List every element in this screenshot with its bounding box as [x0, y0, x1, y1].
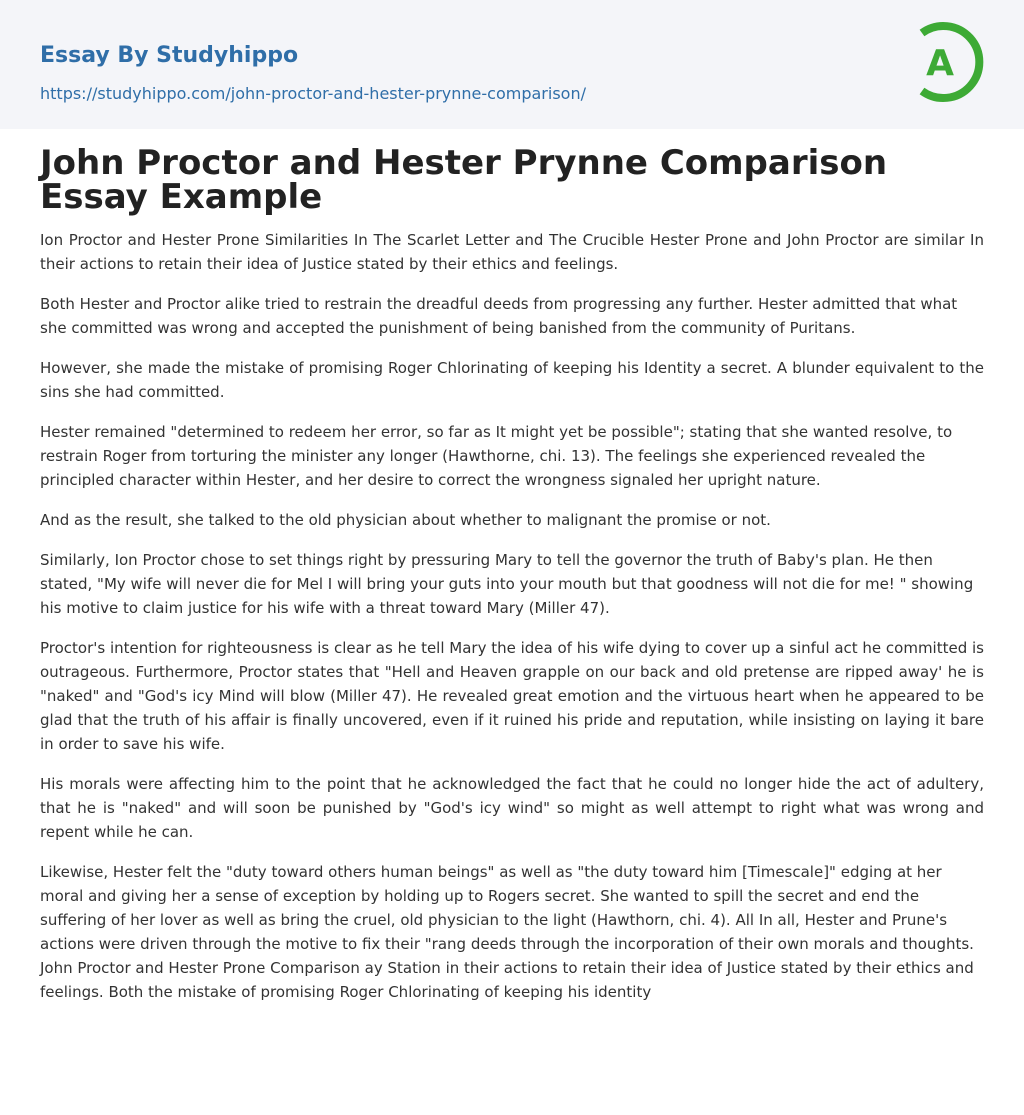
page-title: John Proctor and Hester Prynne Comparison Essay Example: [40, 143, 888, 217]
site-title[interactable]: Essay By Studyhippo: [40, 43, 299, 68]
paragraph-2: Both Hester and Proctor alike tried to restrain the dreadful deeds from progressing any further. Hester admitted that what she committed was wrong and accepted the punishment of being banished from the community of Puritans.: [40, 295, 958, 337]
paragraph-9: Likewise, Hester felt the "duty toward others human beings" as well as "the duty toward him [Timescale]" edging at her moral and giving her a sense of exception by holding up to Rogers secret. She wanted to spill the secret and end the suffering of her lover as well as bring the cruel, old physician to the light (Hawthorn, chi. 4). All In all, Hester and Prune's actions were driven through the motive to fix their "rang deeds through the incorporation of their own morals and thoughts. John Proctor and Hester Prone Comparison ay Station in their actions to retain their idea of Justice stated by their ethics and feelings. Both the mistake of promising Roger Chlorinating of keeping his identity: [40, 863, 974, 1001]
paragraph-6: Similarly, Ion Proctor chose to set things right by pressuring Mary to tell the governor the truth of Baby's plan. He then stated, "My wife will never die for Mel I will bring your guts into your mouth but that goodness will not die for me! " showing his motive to claim justice for his wife with a threat toward Mary (Miller 47).: [40, 551, 974, 617]
site-header: [0, 0, 1024, 129]
paragraph-8: His morals were affecting him to the point that he acknowledged the fact that he could no longer hide the act of adultery, that he is "naked" and will soon be punished by "God's icy wind" so might as well attempt to right what was wrong and repent while he can.: [40, 775, 984, 841]
article: [40, 143, 984, 1020]
paragraph-4: Hester remained "determined to redeem her error, so far as It might yet be possible"; stating that she wanted resolve, to restrain Roger from torturing the minister any longer (Hawthorne, chi. 13). The feelings she experienced revealed the principled character within Hester, and her desire to correct the wrongness signaled her upright nature.: [40, 423, 953, 489]
paragraph-5: And as the result, she talked to the old physician about whether to malignant the promise or not.: [40, 511, 771, 529]
paragraph-1: Ion Proctor and Hester Prone Similarities In The Scarlet Letter and The Crucible Hester Prone and John Proctor are similar In their actions to retain their idea of Justice stated by their ethics and feelings.: [40, 231, 984, 273]
studyhippo-logo-icon[interactable]: [912, 18, 988, 106]
source-url-link[interactable]: https://studyhippo.com/john-proctor-and-hester-prynne-comparison/: [40, 84, 586, 103]
logo-letter: A: [926, 43, 954, 84]
paragraph-7: Proctor's intention for righteousness is clear as he tell Mary the idea of his wife dying to cover up a sinful act he committed is outrageous. Furthermore, Proctor states that "Hell and Heaven grapple on our back and old pretense are ripped away' he is "naked" and "God's icy Mind will blow (Miller 47). He revealed great emotion and the virtuous heart when he appeared to be glad that the truth of his affair is finally uncovered, even if it ruined his pride and reputation, while insisting on laying it bare in order to save his wife.: [40, 639, 984, 753]
paragraph-3: However, she made the mistake of promising Roger Chlorinating of keeping his Identity a secret. A blunder equivalent to the sins she had committed.: [40, 359, 984, 401]
